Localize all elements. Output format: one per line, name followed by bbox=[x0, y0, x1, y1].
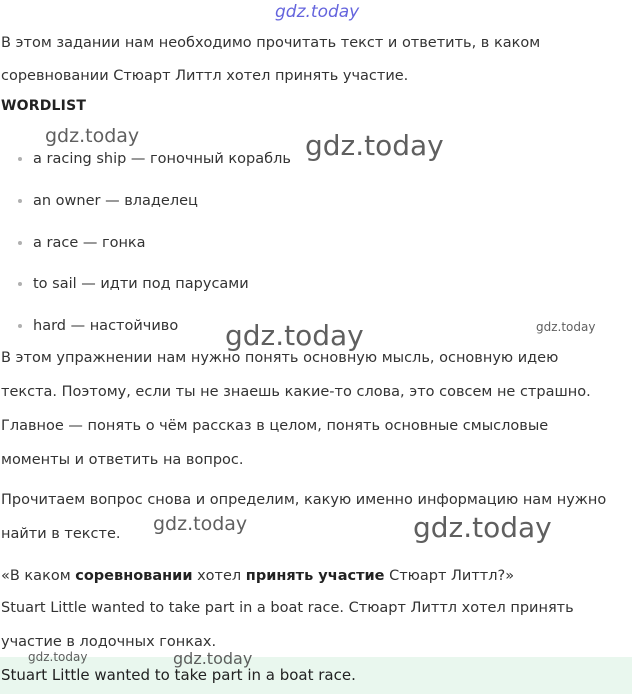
explanation-line: В этом упражнении нам нужно понять основную мысль, основную идею bbox=[1, 350, 559, 366]
bullet-icon bbox=[18, 199, 22, 203]
bullet-icon bbox=[18, 241, 22, 245]
watermark: gdz.today bbox=[305, 129, 444, 162]
watermark-top: gdz.today bbox=[275, 2, 360, 22]
watermark: gdz.today bbox=[225, 319, 364, 352]
explanation-line: Главное — понять о чём рассказ в целом, понять основные смысловые bbox=[1, 418, 549, 434]
found-line-1: Stuart Little wanted to take part in a boat race. Стюарт Литтл хотел принять bbox=[1, 600, 574, 616]
explanation-line: моменты и ответить на вопрос. bbox=[1, 452, 244, 468]
answer-box bbox=[0, 657, 632, 694]
intro-line-2: соревновании Стюарт Литтл хотел принять участие. bbox=[1, 68, 409, 84]
wordlist-heading: WORDLIST bbox=[1, 98, 87, 114]
found-line-2: участие в лодочных гонках. bbox=[1, 634, 217, 650]
bullet-icon bbox=[18, 157, 22, 161]
explanation-line: текста. Поэтому, если ты не знаешь какие-то слова, это совсем не страшно. bbox=[1, 384, 591, 400]
reread-line-2: найти в тексте. bbox=[1, 526, 121, 542]
answer-text: Stuart Little wanted to take part in a boat race. bbox=[1, 666, 356, 684]
reread-line-1: Прочитаем вопрос снова и определим, какую именно информацию нам нужно bbox=[1, 492, 607, 508]
watermark: gdz.today bbox=[173, 649, 253, 668]
intro-line-1: В этом задании нам необходимо прочитать текст и ответить, в каком bbox=[1, 35, 541, 51]
bullet-icon bbox=[18, 282, 22, 286]
wordlist-item: to sail — идти под парусами bbox=[33, 274, 249, 294]
watermark: gdz.today bbox=[413, 511, 552, 544]
question-keyword-2: принять участие bbox=[245, 568, 385, 584]
wordlist-item: a racing ship — гоночный корабль bbox=[33, 149, 291, 169]
wordlist-item: a race — гонка bbox=[33, 233, 146, 253]
question-keyword-1: соревновании bbox=[75, 568, 193, 584]
watermark: gdz.today bbox=[45, 125, 140, 147]
watermark: gdz.today bbox=[153, 513, 248, 535]
bullet-icon bbox=[18, 324, 22, 328]
wordlist-item: an owner — владелец bbox=[33, 191, 198, 211]
watermark: gdz.today bbox=[536, 320, 596, 334]
question-line: «В каком соревновании хотел принять участие Стюарт Литтл?» bbox=[1, 568, 515, 584]
watermark: gdz.today bbox=[28, 650, 88, 664]
wordlist-item: hard — настойчиво bbox=[33, 316, 178, 336]
